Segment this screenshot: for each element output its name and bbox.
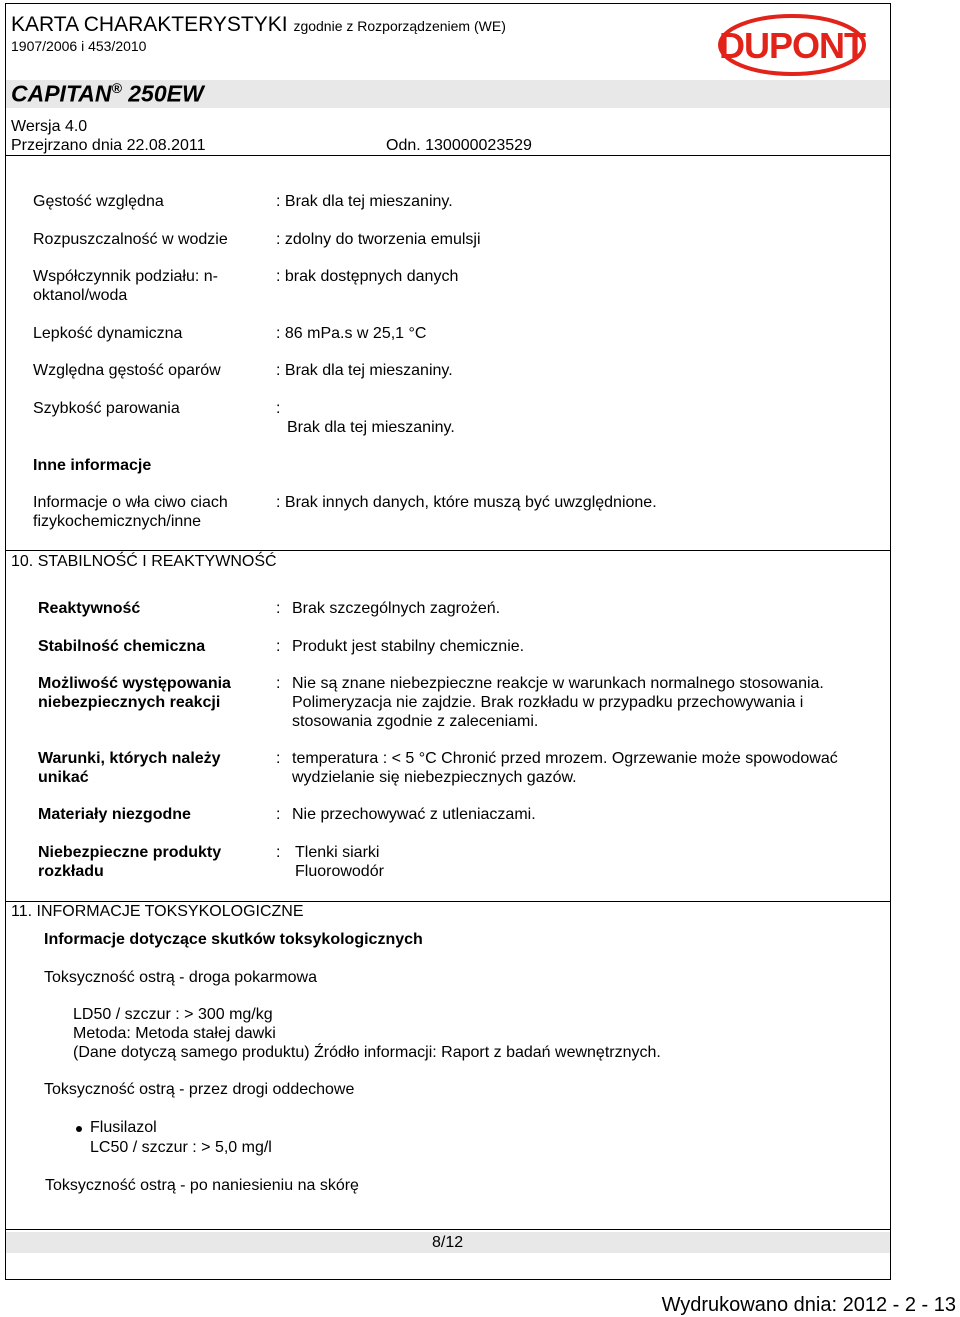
colon: : [276, 675, 281, 692]
section11-heading: 11. INFORMACJE TOKSYKOLOGICZNE [11, 903, 304, 920]
label-water-solubility: Rozpuszczalność w wodzie [33, 231, 228, 248]
value-relative-density: : Brak dla tej mieszaniny. [276, 193, 453, 210]
value-incompatible-materials: Nie przechowywać z utleniaczami. [292, 806, 536, 823]
label-incompatible-materials: Materiały niezgodne [38, 806, 191, 823]
label-hazardous-reactions: Możliwość występowania [38, 675, 231, 692]
label-partition-coefficient: Współczynnik podziału: n- [33, 268, 218, 285]
value-partition-coefficient: : brak dostępnych danych [276, 268, 459, 285]
inhalation-lc50: LC50 / szczur : > 5,0 mg/l [90, 1139, 272, 1156]
bullet-icon [76, 1126, 82, 1132]
document-title: KARTA CHARAKTERYSTYKI zgodnie z Rozporządzeniem (WE) [11, 13, 506, 36]
oral-toxicity-ld50: LD50 / szczur : > 300 mg/kg [73, 1006, 273, 1023]
oral-toxicity-source: (Dane dotyczą samego produktu) Źródło informacji: Raport z badań wewnętrznych. [73, 1044, 661, 1061]
label-chemical-stability: Stabilność chemiczna [38, 638, 206, 655]
svg-text:DUPONT: DUPONT [719, 25, 865, 66]
value-hazardous-reactions-3: stosowania zgodnie z zaleceniami. [292, 713, 539, 730]
colon: : [276, 750, 281, 767]
label-other-info-2: fizykochemicznych/inne [33, 513, 202, 530]
label-conditions-to-avoid-2: unikać [38, 769, 89, 786]
tox-subheading: Informacje dotyczące skutków toksykologicznych [44, 931, 423, 948]
section10-divider [5, 550, 891, 551]
label-evaporation-rate: Szybkość parowania [33, 400, 180, 417]
value-decomposition-products-1: Tlenki siarki [295, 844, 380, 861]
value-water-solubility: : zdolny do tworzenia emulsji [276, 231, 481, 248]
label-other-info: Informacje o wła ciwo ciach [33, 494, 228, 511]
oral-toxicity-title: Toksyczność ostrą - droga pokarmowa [44, 969, 317, 986]
reference-number: Odn. 130000023529 [386, 137, 532, 154]
value-hazardous-reactions-1: Nie są znane niebezpieczne reakcje w warunkach normalnego stosowania. [292, 675, 824, 692]
value-hazardous-reactions-2: Polimeryzacja nie zajdzie. Brak rozkładu w przypadku przechowywania i [292, 694, 804, 711]
product-name: CAPITAN® 250EW [11, 80, 204, 107]
header-divider [5, 155, 891, 156]
value-reactivity: Brak szczególnych zagrożeń. [292, 600, 501, 617]
footer-divider [5, 1229, 891, 1230]
value-dynamic-viscosity: : 86 mPa.s w 25,1 °C [276, 325, 427, 342]
revision-date: Przejrzano dnia 22.08.2011 [11, 137, 206, 154]
colon: : [276, 600, 281, 617]
other-info-heading: Inne informacje [33, 457, 152, 474]
label-relative-density: Gęstość względna [33, 193, 164, 210]
page-number: 8/12 [432, 1234, 464, 1251]
value-vapour-density: : Brak dla tej mieszaniny. [276, 362, 453, 379]
section10-heading: 10. STABILNOŚĆ I REAKTYWNOŚĆ [11, 553, 277, 570]
print-date: Wydrukowano dnia: 2012 - 2 - 13 [661, 1294, 956, 1316]
dupont-logo [718, 14, 866, 76]
label-hazardous-reactions-2: niebezpiecznych reakcji [38, 694, 221, 711]
value-evaporation-rate-colon: : [276, 400, 281, 417]
value-evaporation-rate: Brak dla tej mieszaniny. [287, 419, 455, 436]
colon: : [276, 844, 281, 861]
colon: : [276, 806, 281, 823]
regulation-ref: 1907/2006 i 453/2010 [11, 38, 147, 54]
section11-divider [5, 901, 891, 902]
label-conditions-to-avoid: Warunki, których należy [38, 750, 221, 767]
label-decomposition-products-2: rozkładu [38, 863, 104, 880]
label-dynamic-viscosity: Lepkość dynamiczna [33, 325, 183, 342]
value-decomposition-products-2: Fluorowodór [295, 863, 384, 880]
value-conditions-to-avoid-2: wydzielanie się niebezpiecznych gazów. [292, 769, 577, 786]
inhalation-toxicity-title: Toksyczność ostrą - przez drogi oddechowe [44, 1081, 355, 1098]
dermal-toxicity-title: Toksyczność ostrą - po naniesieniu na skórę [45, 1177, 359, 1194]
value-conditions-to-avoid-1: temperatura : < 5 °C Chronić przed mrozem. Ogrzewanie może spowodować [292, 750, 838, 767]
label-decomposition-products: Niebezpieczne produkty [38, 844, 222, 861]
label-reactivity: Reaktywność [38, 600, 141, 617]
label-vapour-density: Względna gęstość oparów [33, 362, 221, 379]
value-chemical-stability: Produkt jest stabilny chemicznie. [292, 638, 525, 655]
oral-toxicity-method: Metoda: Metoda stałej dawki [73, 1025, 276, 1042]
colon: : [276, 638, 281, 655]
version: Wersja 4.0 [11, 118, 88, 135]
inhalation-substance: Flusilazol [90, 1119, 157, 1136]
label-partition-coefficient-2: oktanol/woda [33, 287, 128, 304]
value-other-info: : Brak innych danych, które muszą być uwzględnione. [276, 494, 657, 511]
